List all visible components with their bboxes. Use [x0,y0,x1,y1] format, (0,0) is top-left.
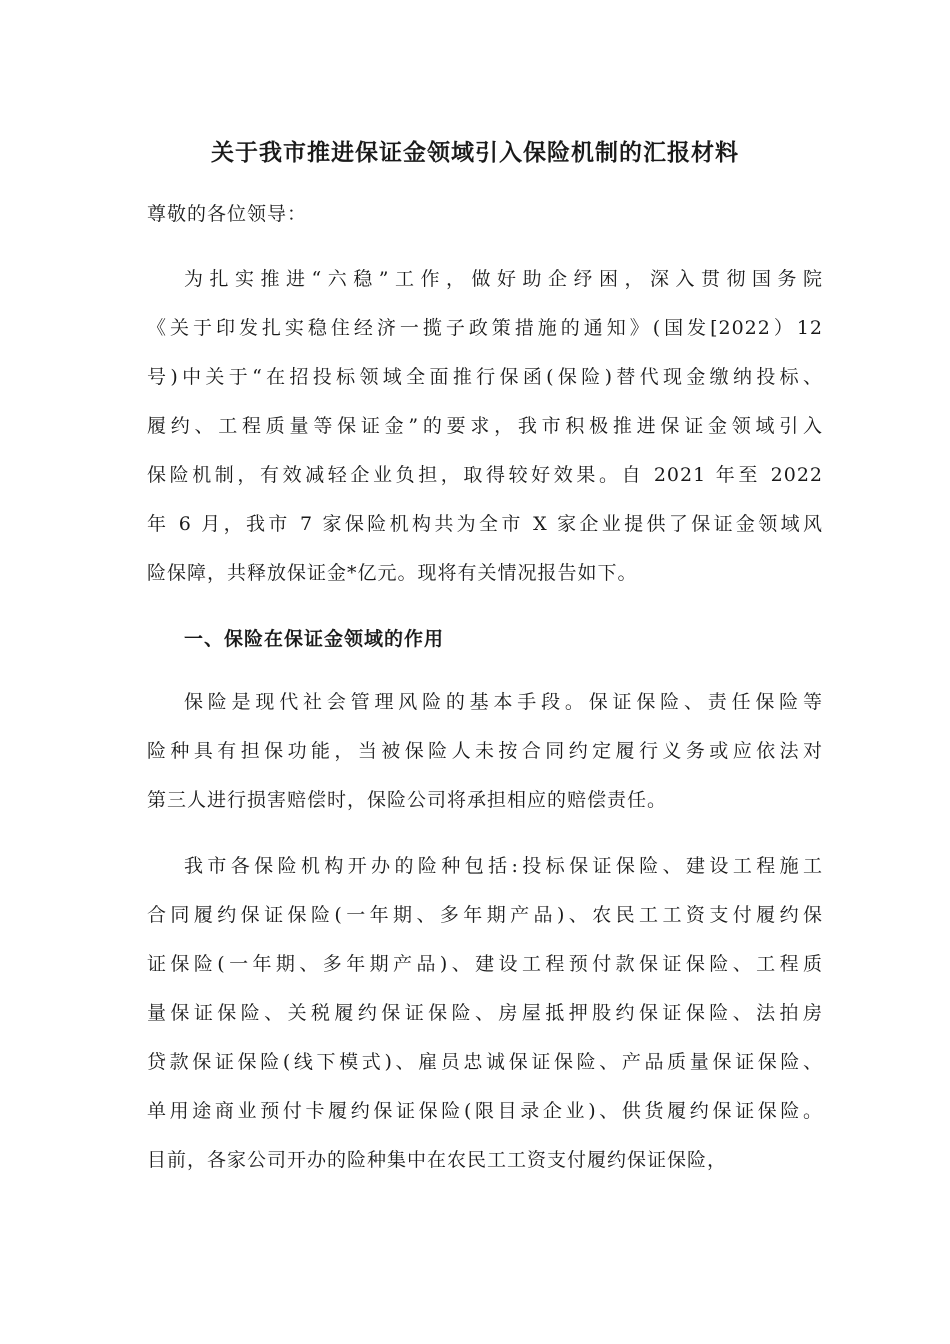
paragraph-1-line: 险保障，共释放保证金*亿元。现将有关情况报告如下。 [147,562,638,584]
salutation: 尊敬的各位领导： [147,203,308,225]
document-title: 关于我市推进保证金领域引入保险机制的汇报材料 [211,139,739,166]
paragraph-2-line: 保险是现代社会管理风险的基本手段。保证保险、责任保险等 [184,691,823,713]
paragraph-1-line: 履约、工程质量等保证金”的要求，我市积极推进保证金领域引入 [147,415,823,437]
section-heading: 一、保险在保证金领域的作用 [184,628,445,650]
paragraph-3-line: 合同履约保证保险(一年期、多年期产品)、农民工工资支付履约保 [147,904,823,926]
paragraph-2-line: 险种具有担保功能，当被保险人未按合同约定履行义务或应依法对 [147,740,823,762]
paragraph-2-line: 第三人进行损害赔偿时，保险公司将承担相应的赔偿责任。 [147,789,668,811]
paragraph-3-line: 目前，各家公司开办的险种集中在农民工工资支付履约保证保险， [147,1149,728,1171]
paragraph-1-line: 年 6 月，我市 7 家保险机构共为全市 X 家企业提供了保证金领域风 [147,513,823,535]
paragraph-3-line: 证保险(一年期、多年期产品)、建设工程预付款保证保险、工程质 [147,953,823,975]
paragraph-3-line: 贷款保证保险(线下模式)、雇员忠诚保证保险、产品质量保证保险、 [147,1051,823,1073]
paragraph-1-line: 号)中关于“在招投标领域全面推行保函(保险)替代现金缴纳投标、 [147,366,823,388]
paragraph-1-line: 为扎实推进“六稳”工作，做好助企纾困，深入贯彻国务院 [184,268,823,290]
paragraph-3-line: 我市各保险机构开办的险种包括:投标保证保险、建设工程施工 [184,855,823,877]
paragraph-1-line: 《关于印发扎实稳住经济一揽子政策措施的通知》(国发[2022）12 [147,317,823,339]
paragraph-3-line: 单用途商业预付卡履约保证保险(限目录企业)、供货履约保证保险。 [147,1100,823,1122]
paragraph-1-line: 保险机制，有效减轻企业负担，取得较好效果。自 2021 年至 2022 [147,464,823,486]
paragraph-3-line: 量保证保险、关税履约保证保险、房屋抵押股约保证保险、法拍房 [147,1002,823,1024]
